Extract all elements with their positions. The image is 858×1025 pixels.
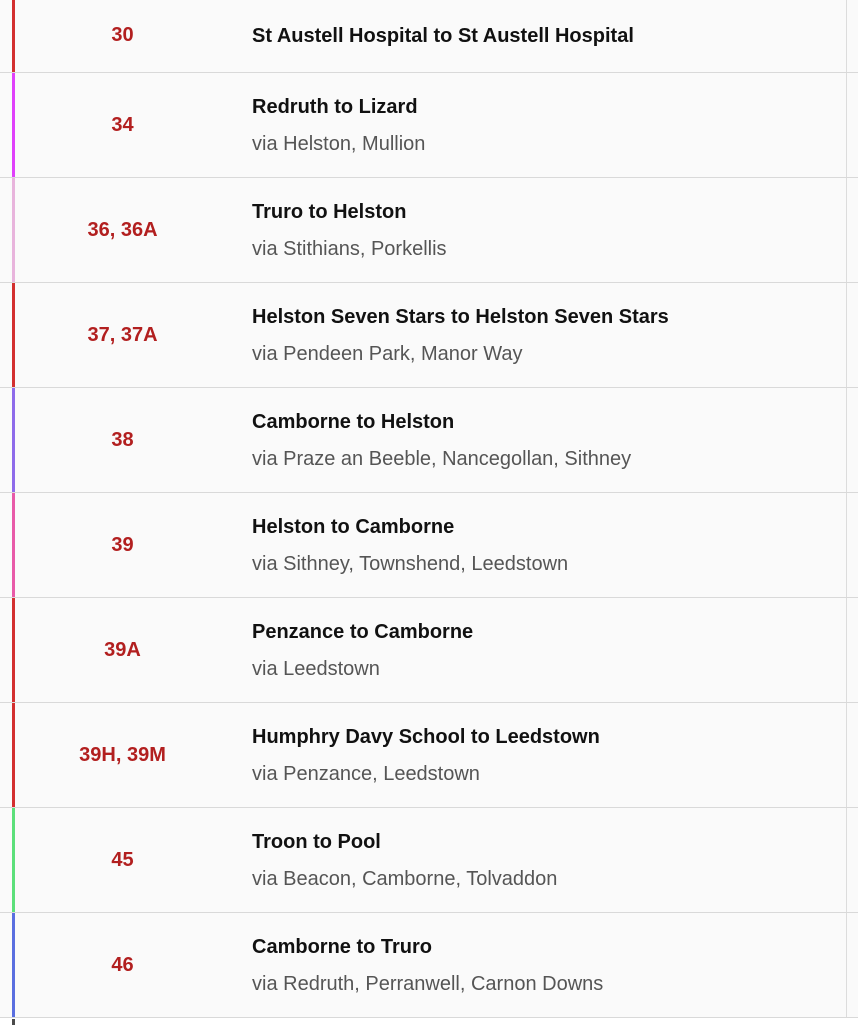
row-divider <box>846 808 847 912</box>
route-title: Redruth to Lizard <box>252 95 418 118</box>
route-number: 36, 36A <box>87 218 158 241</box>
row-divider <box>846 0 847 72</box>
route-number: 37, 37A <box>87 323 158 346</box>
route-info <box>252 703 838 807</box>
route-title: Penzance to Camborne <box>252 620 474 643</box>
route-info <box>252 493 838 597</box>
route-via: via Leedstown <box>252 657 380 680</box>
route-number: 34 <box>111 113 134 136</box>
route-color-stripe <box>12 913 15 1017</box>
route-color-stripe <box>12 493 15 597</box>
route-number: 39 <box>111 533 134 556</box>
route-title: St Austell Hospital to St Austell Hospital <box>252 24 634 47</box>
route-info <box>252 388 838 492</box>
route-number: 39A <box>104 638 141 661</box>
route-title: Camborne to Helston <box>252 410 455 433</box>
route-row[interactable] <box>0 913 858 1018</box>
route-row[interactable] <box>0 283 858 388</box>
route-via: via Pendeen Park, Manor Way <box>252 342 523 365</box>
route-row[interactable] <box>0 73 858 178</box>
route-via: via Penzance, Leedstown <box>252 762 480 785</box>
route-info <box>252 808 838 912</box>
route-row[interactable] <box>0 178 858 283</box>
route-info <box>252 0 838 72</box>
route-row[interactable] <box>0 598 858 703</box>
route-via: via Helston, Mullion <box>252 132 426 155</box>
route-row[interactable] <box>0 0 858 73</box>
route-title: Helston Seven Stars to Helston Seven Stars <box>252 305 669 328</box>
route-info <box>252 178 838 282</box>
route-via: via Stithians, Porkellis <box>252 237 447 260</box>
route-via: via Redruth, Perranwell, Carnon Downs <box>252 972 604 995</box>
row-divider <box>846 703 847 807</box>
route-row[interactable] <box>0 703 858 808</box>
row-divider <box>846 283 847 387</box>
next-row-stripe <box>12 1019 15 1025</box>
route-title: Camborne to Truro <box>252 935 433 958</box>
route-number: 39H, 39M <box>79 743 166 766</box>
row-divider <box>846 178 847 282</box>
row-divider <box>846 913 847 1017</box>
row-divider <box>846 493 847 597</box>
route-number: 45 <box>111 848 134 871</box>
route-number: 46 <box>111 953 134 976</box>
row-divider <box>846 73 847 177</box>
route-color-stripe <box>12 73 15 177</box>
route-title: Helston to Camborne <box>252 515 455 538</box>
route-info <box>252 598 838 702</box>
route-number: 38 <box>111 428 134 451</box>
route-info <box>252 283 838 387</box>
row-divider <box>846 598 847 702</box>
route-title: Troon to Pool <box>252 830 381 853</box>
route-color-stripe <box>12 388 15 492</box>
route-info <box>252 73 838 177</box>
route-color-stripe <box>12 283 15 387</box>
route-via: via Sithney, Townshend, Leedstown <box>252 552 569 575</box>
row-divider <box>846 388 847 492</box>
route-via: via Praze an Beeble, Nancegollan, Sithney <box>252 447 632 470</box>
route-info <box>252 913 838 1017</box>
route-color-stripe <box>12 598 15 702</box>
route-row[interactable] <box>0 808 858 913</box>
route-row[interactable] <box>0 388 858 493</box>
route-number: 30 <box>111 24 134 46</box>
route-color-stripe <box>12 808 15 912</box>
route-row[interactable] <box>0 493 858 598</box>
route-title: Truro to Helston <box>252 200 407 223</box>
route-title: Humphry Davy School to Leedstown <box>252 725 600 748</box>
route-color-stripe <box>12 0 15 72</box>
route-color-stripe <box>12 178 15 282</box>
route-via: via Beacon, Camborne, Tolvaddon <box>252 867 558 890</box>
route-color-stripe <box>12 703 15 807</box>
